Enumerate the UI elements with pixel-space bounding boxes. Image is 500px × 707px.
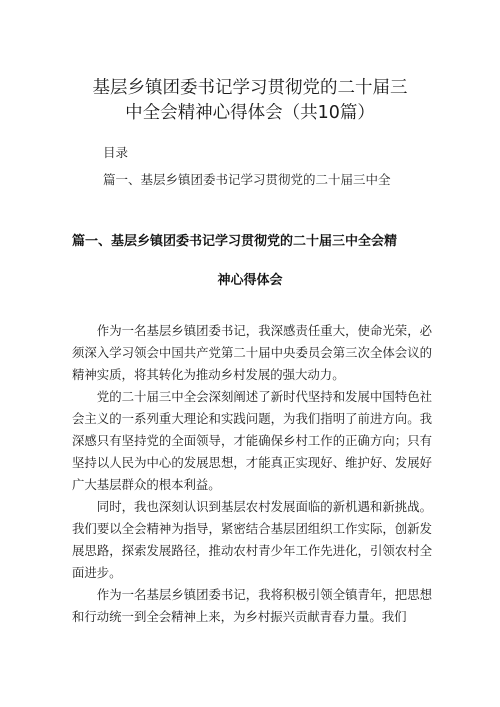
toc-entry[interactable]: 篇一、基层乡镇团委书记学习贯彻党的二十届三中全 bbox=[103, 172, 391, 187]
body-paragraph: 作为一名基层乡镇团委书记，我深感责任重大，使命光荣，必须深入学习领会中国共产党第二十届中央委员会第三次全体会议的精神实质，将其转化为推动乡村发展的强大动力。 bbox=[72, 323, 432, 382]
body-paragraph: 同时，我也深刻认识到基层农村发展面临的新机遇和新挑战。我们要以全会精神为指导，紧密结合基层团组织工作实际，创新发展思路，探索发展路径，推动农村青少年工作先进化，引领农村全面进步。 bbox=[72, 499, 432, 580]
body-paragraph: 党的二十届三中全会深刻阐述了新时代坚持和发展中国特色社会主义的一系列重大理论和实践问题，为我们指明了前进方向。我深感只有坚持党的全面领导，才能确保乡村工作的正确方向；只有坚持以人民为中心的发展思想，才能真正实现好、维护好、发展好广大基层群众的根本利益。 bbox=[72, 389, 432, 492]
toc-heading: 目录 bbox=[103, 145, 129, 160]
section-heading: 篇一、基层乡镇团委书记学习贯彻党的二十届三中全会精 bbox=[72, 234, 398, 249]
body-paragraph: 作为一名基层乡镇团委书记，我将积极引领全镇青年，把思想和行动统一到全会精神上来，为乡村振兴贡献青春力量。我们 bbox=[72, 587, 432, 624]
section-body bbox=[72, 320, 432, 628]
document-title bbox=[60, 76, 440, 126]
document-title-line-1: 基层乡镇团委书记学习贯彻党的二十届三 bbox=[92, 78, 408, 98]
section-heading-continued: 神心得体会 bbox=[217, 273, 283, 288]
document-title-line-2: 中全会精神心得体会（共10篇） bbox=[125, 103, 375, 123]
